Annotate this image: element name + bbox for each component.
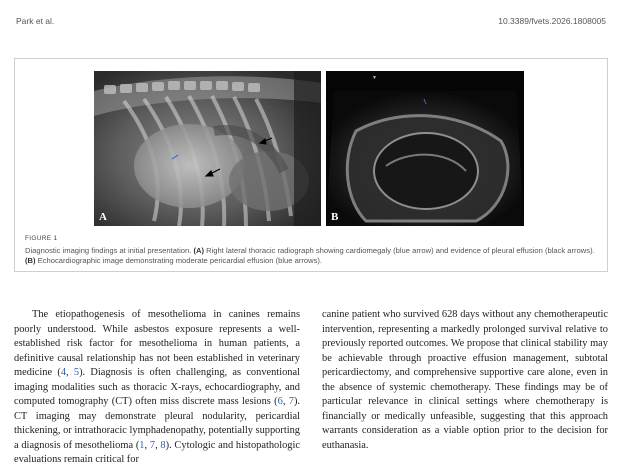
echocardiogram-panel	[326, 71, 524, 226]
body-text: ). CT imaging may demonstrate pleural nodularity, pericardial thickening, or intrathoracic lymphadenopathy, potentially supporting a diagnosis of mesothelioma (	[14, 396, 300, 451]
caption-a-tag: (A)	[193, 246, 204, 255]
separator: ,	[155, 439, 161, 451]
body-paragraph	[14, 308, 300, 468]
citation-link[interactable]: 7	[288, 396, 294, 407]
citation-link[interactable]: 8	[160, 439, 166, 451]
radiograph-panel	[94, 71, 321, 226]
svg-text:▼: ▼	[372, 75, 377, 81]
body-text: The etiopathogenesis of mesothelioma in canines remains poorly understood. While asbestos exposure represents a well-established risk factor for mesothelioma in human patients, a definitive causal relationship has not been established in veterinary medicine (	[14, 309, 300, 378]
citation-link[interactable]: 4	[60, 367, 67, 378]
panel-b-label: B	[331, 211, 339, 223]
citation-link[interactable]: 6	[277, 396, 283, 407]
citation-link[interactable]: 5	[73, 367, 80, 378]
figure-label: FIGURE 1	[25, 235, 58, 242]
caption-a-text: Right lateral thoracic radiograph showing cardiomegaly (blue arrow) and evidence of pleural effusion (black arrows).	[206, 246, 595, 255]
body-text: ). Diagnosis is often challenging, as conventional imaging modalities such as thoracic X-rays, echocardiography, and computed tomography (CT) often miss discrete mass lesions (	[14, 367, 300, 407]
citation-link[interactable]: 1	[139, 439, 145, 451]
body-paragraph: canine patient who survived 628 days without any chemotherapeutic intervention, representing a markedly prolonged survival relative to previously reported outcomes. We propose that clinical stability may be achievable through proactive effusion management, subtotal pericardiectomy, and comprehensive supportive care alone, even in the absence of systemic chemotherapy. These findings may be of particular relevance in clinical settings where chemotherapy is financially or medically unfeasible, suggesting that this approach warrants consideration as a viable option prior to the decision for euthanasia.	[322, 309, 608, 451]
caption-intro: Diagnostic imaging findings at initial presentation.	[25, 246, 192, 255]
separator: ,	[144, 439, 150, 451]
body-column-left	[14, 308, 300, 468]
thoracic-radiograph-image	[94, 71, 321, 226]
caption-b-tag: (B)	[25, 256, 36, 265]
separator: ,	[66, 367, 74, 378]
body-text: ). Cytologic and histopathologic evaluations remain critical for	[14, 439, 300, 465]
figure-caption	[25, 246, 595, 266]
caption-b-text: Echocardiographic image demonstrating moderate pericardial effusion (blue arrows).	[37, 256, 323, 265]
running-header-authors: Park et al.	[16, 16, 55, 26]
separator: ,	[282, 396, 289, 407]
running-header-doi[interactable]: 10.3389/fvets.2026.1808005	[498, 16, 606, 26]
figure-box	[14, 58, 608, 272]
citation-link[interactable]: 7	[149, 439, 156, 451]
body-column-right	[322, 308, 608, 453]
panel-a-label: A	[99, 211, 107, 223]
echocardiogram-image	[326, 71, 524, 226]
